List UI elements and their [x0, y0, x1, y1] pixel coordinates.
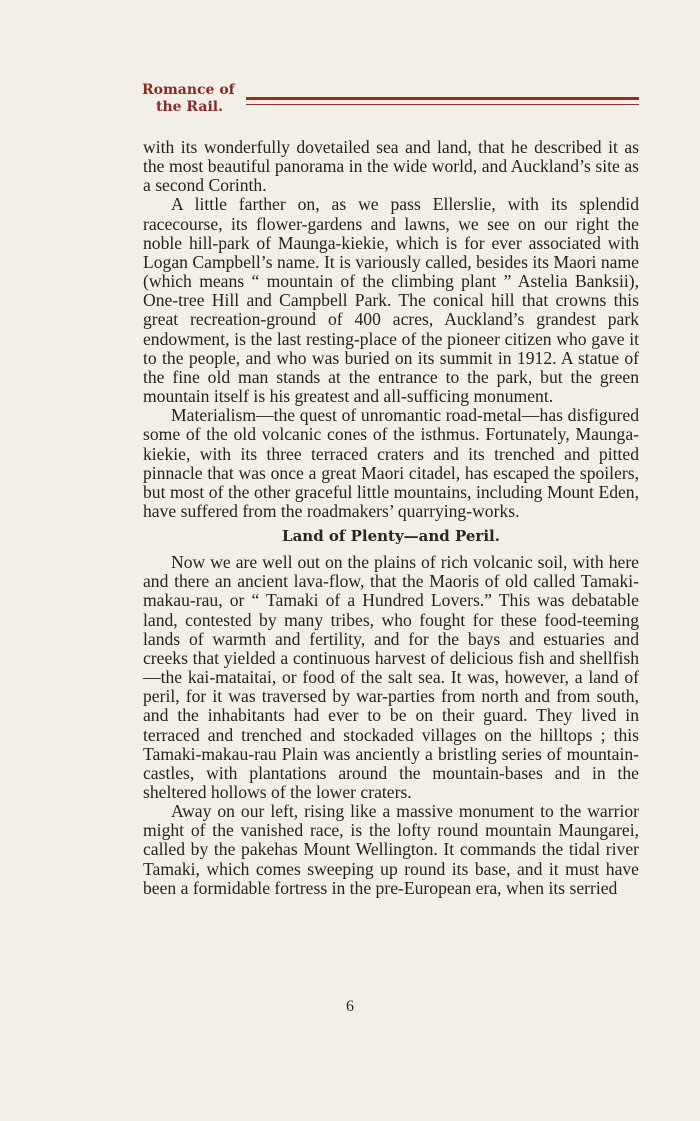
running-header — [142, 82, 640, 116]
paragraph-3: Materialism—the quest of unromantic road-metal—has disfigured some of the old volcanic cones of the isthmus. Fortunately, Maunga-kiekie, with its three terraced craters and its trenched and pitted pinnacle that was once a great Maori citadel, has escaped the spoilers, but most of the other graceful little mountains, including Mount Eden, have suffered from the roadmakers’ quarrying-works. — [143, 405, 639, 521]
header-title-line-1: Romance of — [142, 82, 235, 98]
paragraph-2: A little farther on, as we pass Ellerslie, with its splendid racecourse, its flower-gardens and lawns, we see on our right the noble hill-park of Maunga-kiekie, which is for ever associated with Logan Campbell’s name. It is variously called, besides its Maori name (which means “ mountain of the climbing plant ” Astelia Banksii), One-tree Hill and Campbell Park. The conical hill that crowns this great recreation-ground of 400 acres, Auckland’s grandest park endowment, is the last resting-place of the pioneer citizen who gave it to the people, and who was buried on its summit in 1912. A statue of the fine old man stands at the entrance to the park, but the green mountain itself is his greatest and all-sufficing monument. — [143, 194, 639, 407]
paragraph-5: Away on our left, rising like a massive monument to the warrior might of the vanished race, is the lofty round mountain Maungarei, called by the pakehas Mount Wellington. It commands the tidal river Tamaki, which comes sweeping up round its base, and it must have been a formidable fortress in the pre-European era, when its serried — [143, 801, 639, 898]
page-number: 6 — [346, 998, 354, 1015]
section-heading: Land of Plenty—and Peril. — [282, 527, 500, 546]
header-title — [142, 82, 235, 116]
header-title-line-2: the Rail. — [156, 99, 223, 115]
paragraph-1: with its wonderfully dovetailed sea and land, that he described it as the most beautiful panorama in the wide world, and Auckland’s site as a second Corinth. — [143, 137, 639, 196]
header-rule-thick — [246, 97, 639, 100]
paragraph-4: Now we are well out on the plains of rich volcanic soil, with here and there an ancient lava-flow, that the Maoris of old called Tamaki-makau-rau, or “ Tamaki of a Hundred Lovers.” This was debatable land, contested by many tribes, who fought for these food-teeming lands of warmth and fertility, and for the bays and estuaries and creeks that yielded a continuous harvest of delicious fish and shellfish—the kai-mataitai, or food of the salt sea. It was, however, a land of peril, for it was traversed by war-parties from north and from south, and the inhabitants had ever to be on their guard. They lived in terraced and trenched and stockaded villages on the hilltops ; this Tamaki-makau-rau Plain was anciently a bristling series of mountain-castles, with plantations around the mountain-bases and in the sheltered hollows of the lower craters. — [143, 552, 639, 802]
header-rule-thin — [246, 104, 639, 105]
body-text — [143, 138, 639, 898]
